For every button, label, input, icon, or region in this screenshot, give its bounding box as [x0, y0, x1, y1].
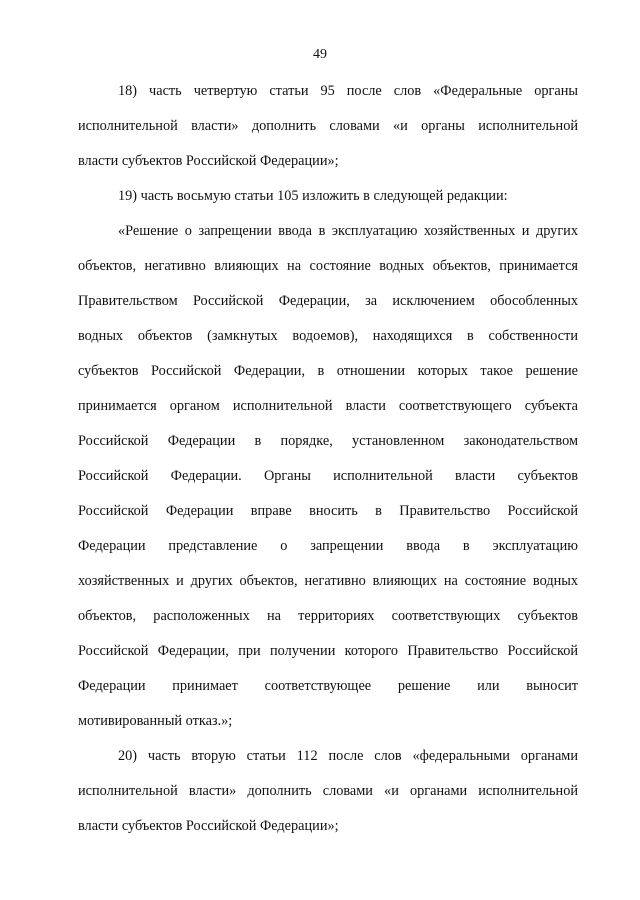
text-line: объектов, негативно влияющих на состояние водных объектов, принимается: [78, 258, 578, 274]
text-line: Российской Федерации. Органы исполнительной власти субъектов: [78, 468, 578, 484]
text-line: Федерации принимает соответствующее решение или выносит: [78, 678, 578, 694]
text-line: 19) часть восьмую статьи 105 изложить в следующей редакции:: [118, 188, 508, 204]
text-line: исполнительной власти» дополнить словами «и органами исполнительной: [78, 783, 578, 799]
text-line: власти субъектов Российской Федерации»;: [78, 818, 339, 834]
text-line: Российской Федерации в порядке, установленном законодательством: [78, 433, 578, 449]
text-line: Федерации представление о запрещении ввода в эксплуатацию: [78, 538, 578, 554]
text-line: хозяйственных и других объектов, негативно влияющих на состояние водных: [78, 573, 578, 589]
text-line: Правительством Российской Федерации, за исключением обособленных: [78, 293, 578, 309]
document-body: [78, 78, 578, 848]
text-line: принимается органом исполнительной власти соответствующего субъекта: [78, 398, 578, 414]
text-line: субъектов Российской Федерации, в отношении которых такое решение: [78, 363, 578, 379]
text-line: власти субъектов Российской Федерации»;: [78, 153, 339, 169]
page-number: 49: [313, 47, 327, 62]
text-line: водных объектов (замкнутых водоемов), находящихся в собственности: [78, 328, 578, 344]
text-line: 18) часть четвертую статьи 95 после слов «Федеральные органы: [118, 83, 578, 99]
text-line: «Решение о запрещении ввода в эксплуатацию хозяйственных и других: [118, 223, 578, 239]
text-line: исполнительной власти» дополнить словами «и органы исполнительной: [78, 118, 578, 134]
text-line: объектов, расположенных на территориях соответствующих субъектов: [78, 608, 578, 624]
text-line: Российской Федерации вправе вносить в Правительство Российской: [78, 503, 578, 519]
text-line: Российской Федерации, при получении которого Правительство Российской: [78, 643, 578, 659]
text-line: мотивированный отказ.»;: [78, 713, 233, 729]
text-line: 20) часть вторую статьи 112 после слов «федеральными органами: [118, 748, 578, 764]
